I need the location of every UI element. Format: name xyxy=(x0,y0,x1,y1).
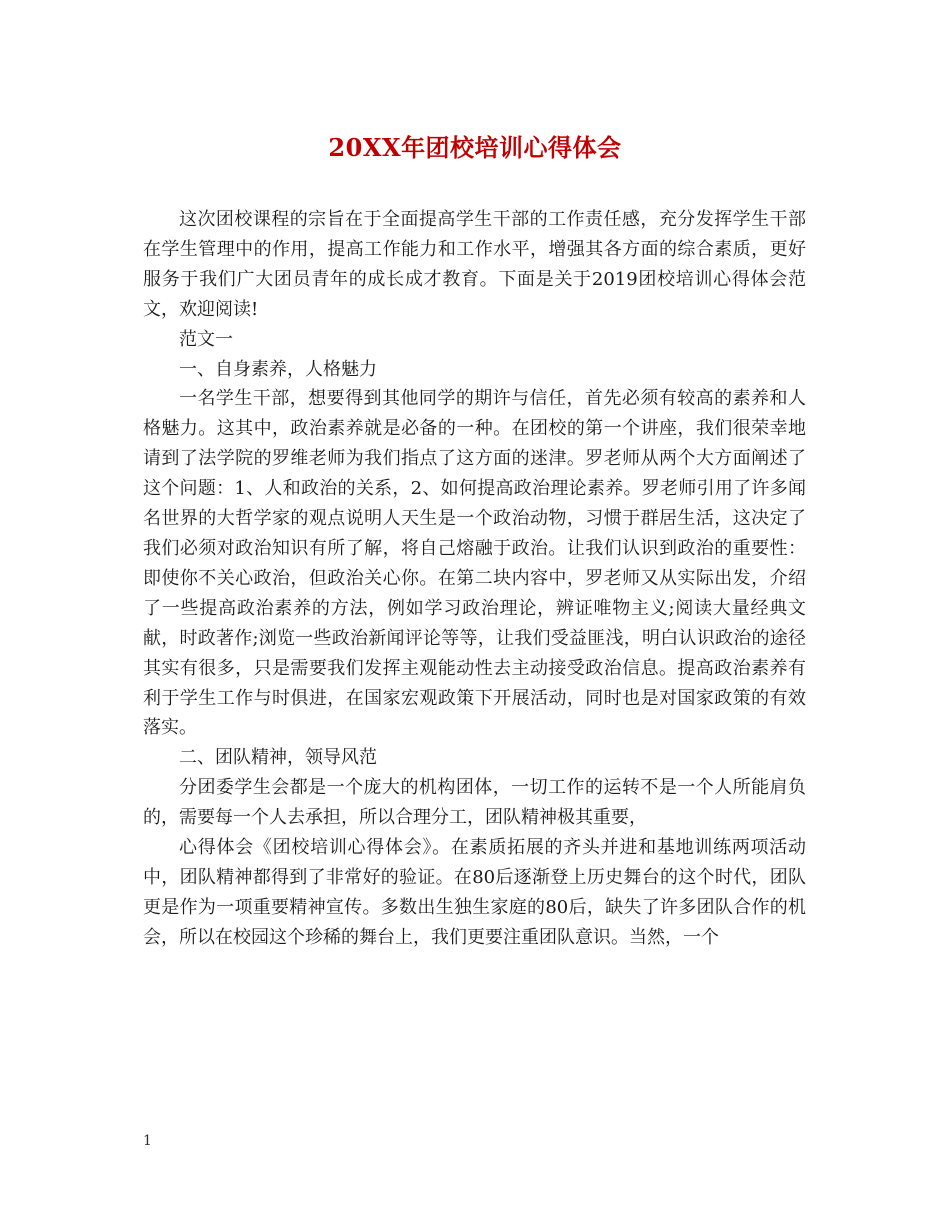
document-title: 20XX年团校培训心得体会 xyxy=(328,133,622,162)
paragraph-sample-heading: 范文一 xyxy=(179,328,233,350)
section-heading-2: 二、团队精神，领导风范 xyxy=(179,747,377,769)
paragraph-intro: 这次团校课程的宗旨在于全面提高学生干部的工作责任感，充分发挥学生干部在学生管理中的作用，提高工作能力和工作水平，增强其各方面的综合素质，更好服务于我们广大团员青年的成长成才教育。下面是关于2019团校培训心得体会范文，欢迎阅读! xyxy=(143,209,806,320)
paragraph-section-1: 一名学生干部，想要得到其他同学的期许与信任，首先必须有较高的素养和人格魅力。这其中，政治素养就是必备的一种。在团校的第一个讲座，我们很荣幸地请到了法学院的罗维老师为我们指点了这方面的迷津。罗老师从两个大方面阐述了这个问题：1、人和政治的关系，2、如何提高政治理论素养。罗老师引用了许多闻名世界的大哲学家的观点说明人天生是一个政治动物，习惯于群居生活，这决定了我们必须对政治知识有所了解，将自己熔融于政治。让我们认识到政治的重要性：即使你不关心政治，但政治关心你。在第二块内容中，罗老师又从实际出发，介绍了一些提高政治素养的方法，例如学习政治理论，辨证唯物主义;阅读大量经典文献，时政著作;浏览一些政治新闻评论等等，让我们受益匪浅，明白认识政治的途径其实有很多，只是需要我们发挥主观能动性去主动接受政治信息。提高政治素养有利于学生工作与时俱进，在国家宏观政策下开展活动，同时也是对国家政策的有效落实。 xyxy=(143,388,806,739)
paragraph-section-2b: 心得体会《团校培训心得体会》。在素质拓展的齐头并进和基地训练两项活动中，团队精神都得到了非常好的验证。在80后逐渐登上历史舞台的这个时代，团队更是作为一项重要精神宣传。多数出生独生家庭的80后，缺失了许多团队合作的机会，所以在校园这个珍稀的舞台上，我们更要注重团队意识。当然，一个 xyxy=(143,837,806,948)
document-body xyxy=(143,205,806,953)
page-number: 1 xyxy=(143,1133,152,1149)
section-heading-1: 一、自身素养，人格魅力 xyxy=(179,358,377,380)
paragraph-section-2a: 分团委学生会都是一个庞大的机构团体，一切工作的运转不是一个人所能肩负的，需要每一个人去承担，所以合理分工，团队精神极其重要， xyxy=(143,777,806,829)
